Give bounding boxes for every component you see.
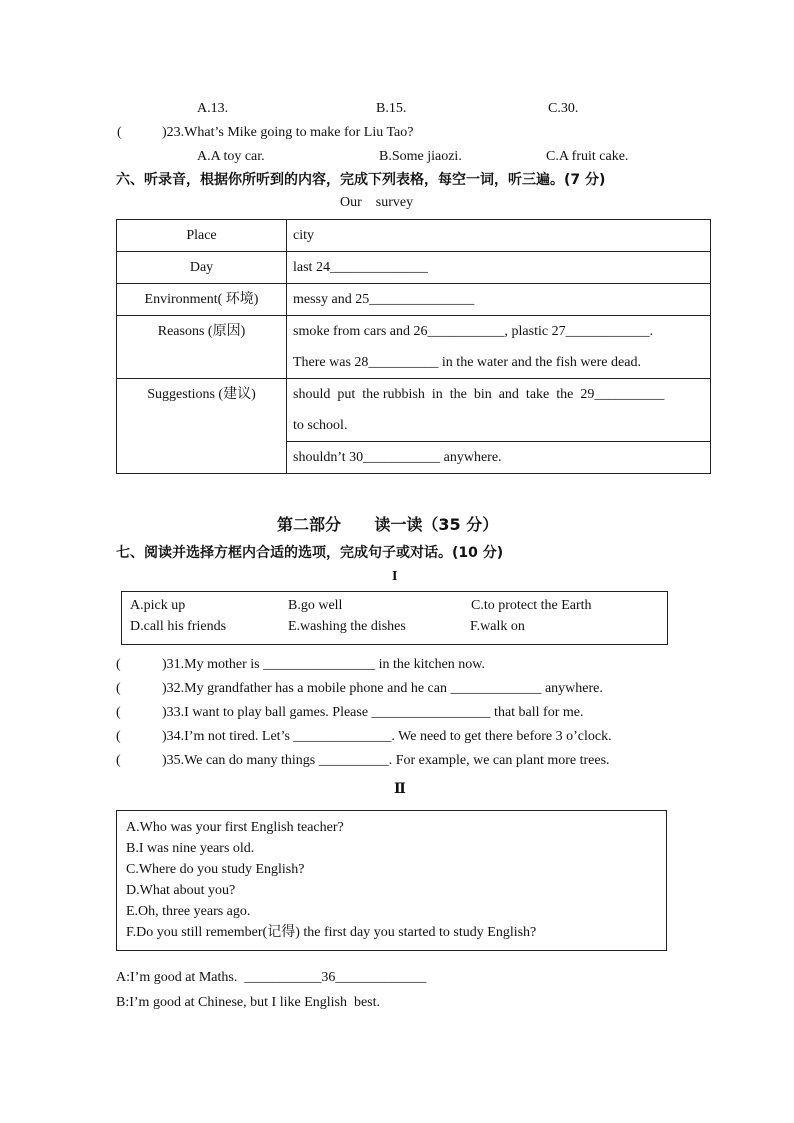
table-row <box>117 316 711 379</box>
environment-label: Environment( 环境) <box>117 284 287 316</box>
question-list <box>116 653 612 773</box>
suggestions-value: should put the rubbish in the bin and take the 29__________ to school. shouldn’t 30___________ anywhere. <box>287 379 711 474</box>
place-label: Place <box>117 220 287 252</box>
part-2-heading: 第二部分 读一读（35 分） <box>277 515 499 534</box>
option-c: C.30. <box>548 101 579 116</box>
subsection-1-label: I <box>392 569 398 584</box>
box-option-a: A.Who was your first English teacher? <box>126 820 344 835</box>
reasons-label: Reasons (原因) <box>117 316 287 379</box>
day-label: Day <box>117 252 287 284</box>
question-32: ( )32.My grandfather has a mobile phone and he can _____________ anywhere. <box>116 681 603 696</box>
box-option-d: D.call his friends <box>130 619 227 634</box>
option-a: A.A toy car. <box>197 149 265 164</box>
option-b: B.15. <box>376 101 407 116</box>
suggestions-label: Suggestions (建议) <box>117 379 287 474</box>
question-34: ( )34.I’m not tired. Let’s ______________. We need to get there before 3 o’clock. <box>116 729 612 744</box>
table-row <box>117 252 711 284</box>
box-option-a: A.pick up <box>130 598 186 613</box>
option-b: B.Some jiaozi. <box>379 149 462 164</box>
option-c: C.A fruit cake. <box>546 149 629 164</box>
box-option-b: B.go well <box>288 598 343 613</box>
question-33: ( )33.I want to play ball games. Please _________________ that ball for me. <box>116 705 584 720</box>
option-a: A.13. <box>197 101 229 116</box>
table-title: Our survey <box>340 195 414 210</box>
survey-table <box>116 219 711 474</box>
box-option-f: F.Do you still remember(记得) the first day you started to study English? <box>126 925 537 940</box>
question-23: )23.What’s Mike going to make for Liu Tao? <box>162 125 414 140</box>
environment-value: messy and 25_______________ <box>287 284 711 316</box>
box-option-c: C.Where do you study English? <box>126 862 305 877</box>
place-value: city <box>287 220 711 252</box>
options-box-2 <box>116 810 667 951</box>
dialogue-line-b: B:I’m good at Chinese, but I like English best. <box>116 995 381 1010</box>
box-option-e: E.washing the dishes <box>288 619 406 634</box>
table-row <box>117 220 711 252</box>
table-row <box>117 284 711 316</box>
section-7-heading: 七、阅读并选择方框内合适的选项，完成句子或对话。(10 分) <box>116 545 504 561</box>
dialogue-line-a: A:I’m good at Maths. ___________36_____________ <box>116 970 427 985</box>
options-box-1 <box>121 591 668 645</box>
table-row <box>117 379 711 474</box>
question-35: ( )35.We can do many things __________. For example, we can plant more trees. <box>116 753 610 768</box>
day-value: last 24______________ <box>287 252 711 284</box>
box-option-d: D.What about you? <box>126 883 236 898</box>
box-option-b: B.I was nine years old. <box>126 841 255 856</box>
box-option-e: E.Oh, three years ago. <box>126 904 251 919</box>
subsection-2-label: Ⅱ <box>394 781 406 797</box>
box-option-c: C.to protect the Earth <box>471 598 592 613</box>
reasons-value: smoke from cars and 26___________, plastic 27____________. There was 28__________ in the water and the fish were dead. <box>287 316 711 379</box>
answer-paren: ( <box>117 125 122 140</box>
section-6-heading: 六、听录音，根据你所听到的内容，完成下列表格，每空一词，听三遍。(7 分) <box>116 172 606 188</box>
box-option-f: F.walk on <box>470 619 525 634</box>
question-31: ( )31.My mother is ________________ in the kitchen now. <box>116 657 486 672</box>
